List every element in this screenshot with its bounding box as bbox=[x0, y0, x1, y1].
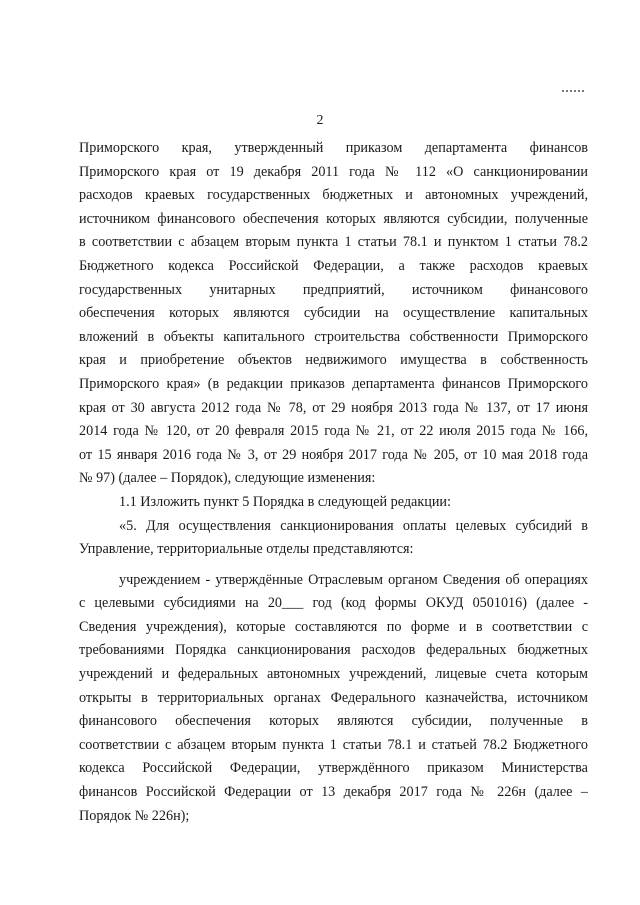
text-line: Приморского края» (в редакции приказов департамента финансов Приморского bbox=[79, 375, 588, 392]
text-line: от 15 января 2016 года № 3, от 29 ноября 2017 года № 205, от 10 мая 2018 года bbox=[79, 446, 588, 463]
text-line: обеспечения которых являются субсидии на осуществление капитальных bbox=[79, 305, 588, 322]
text-line: расходов краевых государственных бюджетных и автономных учреждений, bbox=[79, 187, 588, 204]
page-number: 2 bbox=[316, 113, 324, 128]
text-line: 1.1 Изложить пункт 5 Порядка в следующей редакции: bbox=[119, 493, 451, 510]
text-line: финансового обеспечения которых являются субсидии, полученные в bbox=[79, 713, 588, 730]
text-line: открыты в территориальных органах Федерального казначейства, источником bbox=[79, 689, 588, 706]
text-line: источником финансового обеспечения которых являются субсидии, полученные bbox=[79, 210, 588, 227]
paragraph-gap bbox=[79, 562, 588, 569]
text-line: Порядок № 226н); bbox=[79, 807, 190, 824]
text-line: Приморского края от 19 декабря 2011 года № 112 «О санкционировании bbox=[79, 163, 588, 180]
text-line: кодекса Российской Федерации, утверждённого приказом Министерства bbox=[79, 760, 588, 777]
text-line: 2014 года № 120, от 20 февраля 2015 года № 21, от 22 июля 2015 года № 166, bbox=[79, 423, 588, 440]
text-line: Сведения учреждения), которые составляются по форме и в соответствии с bbox=[79, 618, 588, 635]
text-line: «5. Для осуществления санкционирования оплаты целевых субсидий в bbox=[119, 517, 588, 534]
text-line: учреждений и федеральных автономных учреждений, лицевые счета которым bbox=[79, 666, 588, 683]
scan-artifact-mark bbox=[562, 90, 584, 92]
text-line: вложений в объекты капитального строительства собственности Приморского bbox=[79, 328, 588, 345]
text-line: с целевыми субсидиями на 20___ год (код формы ОКУД 0501016) (далее - bbox=[79, 595, 588, 612]
text-line: края и приобретение объектов недвижимого имущества в собственность bbox=[79, 352, 588, 369]
text-line: соответствии с абзацем вторым пункта 1 статьи 78.1 и статьей 78.2 Бюджетного bbox=[79, 736, 588, 753]
document-body bbox=[79, 137, 588, 828]
text-line: Приморского края, утвержденный приказом департамента финансов bbox=[79, 140, 588, 156]
text-line: края от 30 августа 2012 года № 78, от 29 ноября 2013 года № 137, от 17 июня bbox=[79, 399, 588, 416]
text-line: государственных унитарных предприятий, источником финансового bbox=[79, 281, 588, 298]
text-line: Бюджетного кодекса Российской Федерации, а также расходов краевых bbox=[79, 257, 588, 274]
text-line: финансов Российской Федерации от 13 декабря 2017 года № 226н (далее – bbox=[79, 784, 588, 801]
text-line: требованиями Порядка санкционирования расходов федеральных бюджетных bbox=[79, 642, 588, 659]
text-line: № 97) (далее – Порядок), следующие изменения: bbox=[79, 470, 376, 487]
text-line: Управление, территориальные отделы представляются: bbox=[79, 541, 414, 558]
text-line: в соответствии с абзацем вторым пункта 1 статьи 78.1 и пунктом 1 статьи 78.2 bbox=[79, 234, 588, 251]
text-line: учреждением - утверждённые Отраслевым органом Сведения об операциях bbox=[119, 571, 588, 588]
